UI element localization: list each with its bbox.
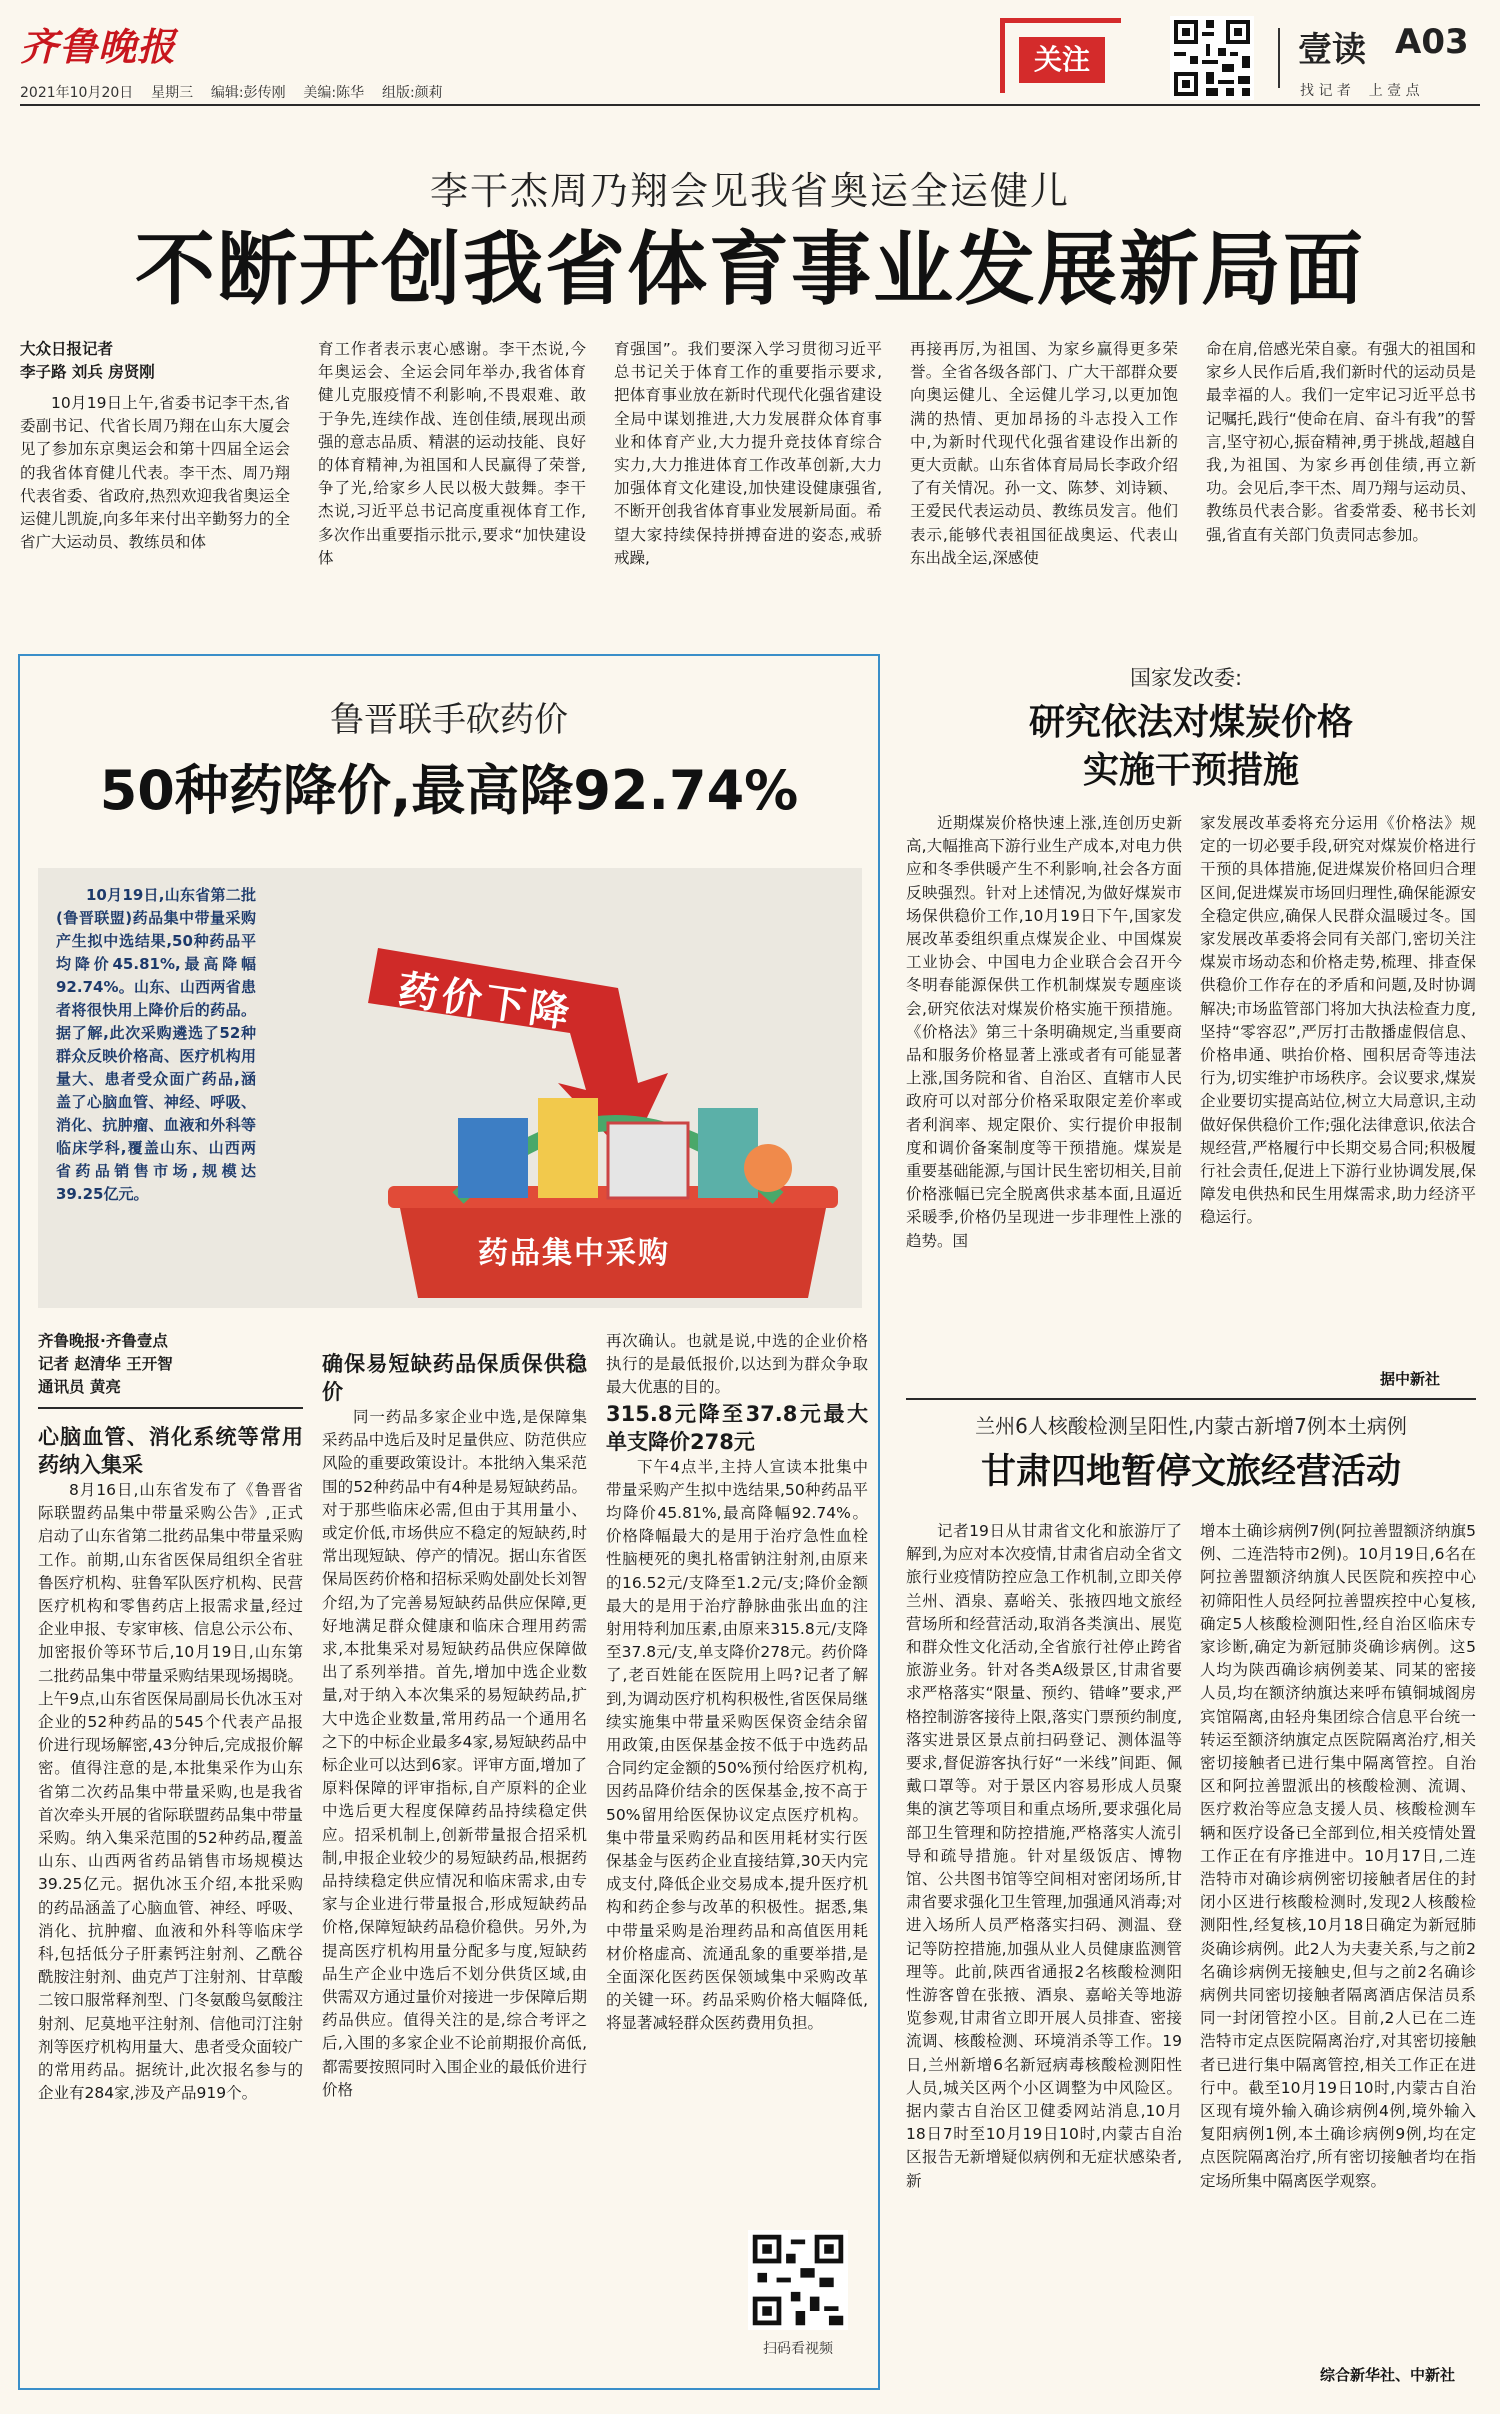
- covid-credit: 综合新华社、中新社: [1320, 2366, 1456, 2384]
- section-tag: [1000, 18, 1121, 93]
- lead-column-1: [20, 338, 290, 638]
- coal-text-1: 近期煤炭价格快速上涨,连创历史新高,大幅推高下游行业生产成本,对电力供应和冬季供暖产生不利影响,社会各方面反映强烈。针对上述情况,为做好煤炭市场保供稳价工作,10月19日下午,国家发展改革委组织重点煤炭企业、中国煤炭工业协会、中国电力企业联合会召开今冬明春能源保供工作机制煤炭专题座谈会,研究依法对煤炭价格实施干预措施。《价格法》第三十条明确规定,当重要商品和服务价格显著上涨或者有可能显著上涨,国务院和省、自治区、直辖市人民政府可以对部分价格采取限定差价率或者利润率、规定限价、实行提价申报制度和调价备案制度等干预措施。煤炭是重要基础能源,与国计民生密切相关,目前价格涨幅已完全脱离供求基本面,且逼近采暖季,价格仍呈现进一步非理性上涨的趋势。国: [906, 814, 1182, 1250]
- weekday: 星期三: [151, 85, 194, 101]
- drug-image-caption: 10月19日,山东省第二批(鲁晋联盟)药品集中带量采购产生拟中选结果,50种药品平均降价45.81%,最高降幅92.74%。山东、山西两省患者将很快用上降价后的药品。据了解,此次采购遴选了52种群众反映价格高、医疗机构用量大、患者受众面广药品,涵盖了心脑血管、神经、呼吸、消化、抗肿瘤、血液和外科等临床学科,覆盖山东、山西两省药品销售市场,规模达39.25亿元。: [56, 886, 256, 1203]
- illus-arrow-label: 药价下降: [395, 966, 576, 1037]
- illus-basket-label: 药品集中采购: [478, 1236, 670, 1271]
- drug-correspondent: 通讯员 黄亮: [38, 1378, 121, 1396]
- lead-headline: 不断开创我省体育事业发展新局面: [135, 223, 1365, 316]
- drug-text-2: 同一药品多家企业中选,是保障集采药品中选后及时足量供应、防范供应风险的重要政策设计。本批纳入集采范围的52种药品中有4种是易短缺药品。对于那些临床必需,但由于其用量小、或定价低,市场供应不稳定的短缺药,时常出现短缺、停产的情况。据山东省医保局医药价格和招标采购处副处长刘智介绍,为了完善易短缺药品供应保障,更好地满足群众健康和临床合理用药需求,本批集采对易短缺药品供应保障做出了系列举措。首先,增加中选企业数量,对于纳入本次集采的易短缺药品,扩大中选企业数量,常用药品一个通用名之下的中标企业最多4家,易短缺药品中标企业可以达到6家。评审方面,增加了原料保障的评审指标,自产原料的企业中选后更大程度保障药品持续稳定供应。招采机制上,创新带量报合招采机制,申报企业较少的易短缺药品,根据药品持续稳定供应情况和临床需求,由专家与企业进行带量报合,形成短缺药品价格,保障短缺药品稳价稳供。另外,为提高医疗机构用量分配多与度,短缺药品生产企业中选后不划分供货区域,由供需双方通过量价对接进一步保障后期药品供应。值得关注的是,综合考评之后,入围的多家企业不论前期报价高低,都需要按照同时入围企业的最低价进行价格: [322, 1408, 587, 2099]
- issue-date: 2021年10月20日: [20, 85, 134, 101]
- masthead-info: [20, 82, 443, 102]
- reporter-note: 找 记 者 上 壹 点: [1300, 83, 1420, 99]
- paper-logo: 齐鲁晚报: [20, 24, 177, 69]
- covid-text-1: 记者19日从甘肃省文化和旅游厅了解到,为应对本次疫情,甘肃省启动全省文旅行业疫情防控应急工作机制,立即关停兰州、酒泉、嘉峪关、张掖四地文旅经营场所和经营活动,取消各类演出、展览和群众性文化活动,全省旅行社停止跨省旅游业务。针对各类A级景区,甘肃省要求严格落实“限量、预约、错峰”要求,严格控制游客接待上限,落实门票预约制度,落实进景区景点前扫码登记、测体温等要求,督促游客执行好“一米线”间距、佩戴口罩等。对于景区内容易形成人员聚集的演艺等项目和重点场所,要求强化局部卫生管理和防控措施,严格落实人流引导和疏导措施。针对星级饭店、博物馆、公共图书馆等空间相对密闭场所,甘肃省要求强化卫生管理,加强通风消毒;对进入场所人员严格落实扫码、测温、登记等防控措施,加强从业人员健康监测管理等。此前,陕西省通报2名核酸检测阳性游客曾在张掖、酒泉、嘉峪关等地游览参观,甘肃省立即开展人员排查、密接流调、核酸检测、环境消杀等工作。19日,兰州新增6名新冠病毒核酸检测阳性人员,城关区两个小区调整为中风险区。据内蒙古自治区卫健委网站消息,10月18日7时至10月19日10时,内蒙古自治区报告无新增疑似病例和无症状感染者,新: [906, 1522, 1182, 2190]
- lead-text-4: 再接再厉,为祖国、为家乡赢得更多荣誉。全省各级各部门、广大干部群众要向奥运健儿、全运健儿学习,以更加饱满的热情、更加昂扬的斗志投入工作中,为新时代现代化强省建设作出新的更大贡献。山东省体育局局长李政介绍了有关情况。孙一文、陈梦、刘诗颖、王爱民代表运动员、教练员发言。他们表示,能够代表祖国征战奥运、代表山东出战全运,深感使: [910, 340, 1178, 567]
- lead-column-4: [910, 338, 1178, 638]
- masthead-rule: [20, 104, 1480, 106]
- drug-source: 齐鲁晚报·齐鲁壹点: [38, 1332, 168, 1350]
- lead-byline-names: 李子路 刘兵 房贤刚: [20, 363, 155, 381]
- coal-credit: 据中新社: [1380, 1370, 1441, 1388]
- drug-illustration: [38, 868, 862, 1308]
- drug-subhead-1: 心脑血管、消化系统等常用药纳入集采: [38, 1425, 303, 1477]
- covid-text-2: 增本土确诊病例7例(阿拉善盟额济纳旗5例、二连浩特市2例)。10月19日,6名在阿拉善盟额济纳旗人民医院和疾控中心初筛阳性人员经阿拉善盟疾控中心复核,确定5人核酸检测阳性,经自治区临床专家诊断,确定为新冠肺炎确诊病例。这5人均为陕西确诊病例姜某、同某的密接人员,均在额济纳旗达来呼布镇铜城阁房宾馆隔离,由轻舟集团综合信息平台统一转运至额济纳旗定点医院隔离治疗,相关密切接触者已进行集中隔离管控。自治区和阿拉善盟派出的核酸检测、流调、医疗救治等应急支援人员、核酸检测车辆和医疗设备已全部到位,相关疫情处置工作正在有序推进中。10月17日,二连浩特市对确诊病例密切接触者居住的封闭小区进行核酸检测时,发现2人核酸检测阳性,经复核,10月18日确定为新冠肺炎确诊病例。此2人为夫妻关系,与之前2名确诊病例无接触史,但与之前2名确诊病例共同密切接触者隔离酒店保洁员系同一封闭管控小区。目前,2人已在二连浩特市定点医院隔离治疗,对其密切接触者已进行集中隔离管控,相关工作正在进行中。截至10月19日10时,内蒙古自治区现有境外输入确诊病例4例,境外输入复阳病例1例,本土确诊病例9例,均在定点医院隔离治疗,所有密切接触者均在指定场所集中隔离医学观察。: [1200, 1522, 1476, 2190]
- drug-text-1: 8月16日,山东省发布了《鲁晋省际联盟药品集中带量采购公告》,正式启动了山东省第二批药品集中带量采购工作。前期,山东省医保局组织全省驻鲁医疗机构、驻鲁军队医疗机构、民营医疗机构和零售药店上报需求量,经过企业申报、专家审核、信息公示公布、加密报价等环节后,10月19日,山东第二批药品集中带量采购结果现场揭晓。上午9点,山东省医保局副局长仇冰玉对企业的52种药品的545个代表产品报价进行现场解密,43分钟后,完成报价解密。值得注意的是,本批集采作为山东省第二次药品集中带量采购,也是我省首次牵头开展的省际联盟药品集中带量采购。纳入集采范围的52种药品,覆盖山东、山西两省药品销售市场规模达39.25亿元。据仇冰玉介绍,本批采购的药品涵盖了心脑血管、神经、呼吸、消化、抗肿瘤、血液和外科等临床学科,包括低分子肝素钙注射剂、乙酰谷酰胺注射剂、曲克芦丁注射剂、甘草酸二铵口服常释剂型、门冬氨酸鸟氨酸注射剂、尼莫地平注射剂、信他司汀注射剂等医疗机构用量大、患者受众面较广的常用药品。据统计,此次报名参与的企业有284家,涉及产品919个。: [38, 1481, 303, 2103]
- drug-kicker: 鲁晋联手砍药价: [330, 700, 568, 740]
- masthead-divider: [1278, 28, 1280, 88]
- lead-column-2: [318, 338, 586, 638]
- drug-subhead-3: 315.8元降至37.8元最大单支降价278元: [606, 1401, 868, 1454]
- lead-text-1: 10月19日上午,省委书记李干杰,省委副书记、代省长周乃翔在山东大厦会见了参加东京奥运会和第十四届全运会的我省体育健儿代表。李干杰、周乃翔代表省委、省政府,热烈欢迎我省奥运全运健儿凯旋,向多年来付出辛勤努力的全省广大运动员、教练员和体: [20, 394, 290, 552]
- covid-column-2: [1200, 1520, 1476, 2358]
- drug-text-3a: 再次确认。也就是说,中选的企业价格执行的是最低报价,以达到为群众争取最大优惠的目的。: [606, 1332, 868, 1397]
- drug-headline: 50种药降价,最高降92.74%: [99, 759, 799, 822]
- drug-column-3: [606, 1330, 868, 2380]
- lead-column-5: [1206, 338, 1476, 638]
- coal-text-2: 家发展改革委将充分运用《价格法》规定的一切必要手段,研究对煤炭价格进行干预的具体措施,促进煤炭价格回归合理区间,促进煤炭市场回归理性,确保能源安全稳定供应,确保人民群众温暖过冬。国家发展改革委将会同有关部门,密切关注煤炭市场动态和价格走势,梳理、排查保供稳价工作存在的矛盾和问题,及时协调解决;市场监管部门将加大执法检查力度,坚持“零容忍”,严厉打击散播虚假信息、价格串通、哄抬价格、囤积居奇等违法行为,切实维护市场秩序。会议要求,煤炭企业要切实提高站位,树立大局意识,主动做好保供稳价工作;强化法律意识,依法合规经营,严格履行中长期交易合同;积极履行社会责任,促进上下游行业协调发展,保障发电供热和民生用煤需求,助力经济平稳运行。: [1200, 814, 1476, 1227]
- drug-subhead-2: 确保易短缺药品保质保供稳价: [322, 1352, 587, 1404]
- coal-headline-line2: 实施干预措施: [1082, 749, 1299, 791]
- coal-column-1: [906, 812, 1182, 1392]
- editor: 编辑:彭传刚: [210, 85, 286, 101]
- covid-headline: 甘肃四地暂停文旅经营活动: [980, 1451, 1401, 1492]
- coal-headline-line1: 研究依法对煤炭价格: [1028, 701, 1353, 743]
- drug-byline-rule: [38, 1407, 303, 1409]
- coal-column-2: [1200, 812, 1476, 1367]
- drug-column-1: [38, 1330, 303, 2380]
- art-editor: 美编:陈华: [303, 85, 365, 101]
- section-tag-label: 关注: [1019, 37, 1105, 83]
- layout-editor: 组版:颜莉: [381, 85, 443, 101]
- drug-reporters: 记者 赵清华 王开智: [38, 1355, 173, 1373]
- coal-kicker: 国家发改委:: [1130, 666, 1243, 690]
- lead-column-3: [614, 338, 882, 638]
- qr-code-icon: [1170, 16, 1254, 100]
- section-name: 壹读: [1298, 30, 1366, 70]
- video-qr-code-icon: [748, 2230, 848, 2330]
- drug-text-3b: 下午4点半,主持人宣读本批集中带量采购产生拟中选结果,50种药品平均降价45.81%,最高降幅92.74%。价格降幅最大的是用于治疗急性血栓性脑梗死的奥扎格雷钠注射剂,由原来的16.52元/支降至1.2元/支;降价金额最大的是用于治疗静脉曲张出血的注射用特利加压素,由原来315.8元/支降至37.8元/支,单支降价278元。药价降了,老百姓能在医院用上吗?记者了解到,为调动医疗机构积极性,省医保局继续实施集中带量采购医保资金结余留用政策,由医保基金按不低于中选药品合同约定金额的50%预付给医疗机构,因药品降价结余的医保基金,按不高于50%留用给医保协议定点医疗机构。集中带量采购药品和医用耗材实行医保基金与医药企业直接结算,30天内完成支付,降低企业交易成本,提升医疗机构和药企参与改革的积极性。据悉,集中带量采购是治理药品和高值医用耗材价格虚高、流通乱象的重要举措,是全面深化医药医保领域集中采购改革的关键一环。药品采购价格大幅降低,将显著减轻群众医药费用负担。: [606, 1457, 868, 2033]
- drug-column-2: [322, 1350, 587, 2380]
- page-number: A03: [1395, 22, 1469, 62]
- lead-text-3: 育强国”。我们要深入学习贯彻习近平总书记关于体育工作的重要指示要求,把体育事业放在新时代现代化强省建设全局中谋划推进,大力发展群众体育事业和体育产业,大力提升竞技体育综合实力,大力推进体育工作改革创新,大力加强体育文化建设,加快建设健康强省,不断开创我省体育事业发展新局面。希望大家持续保持拼搏奋进的姿态,戒骄戒躁,: [614, 340, 882, 567]
- lead-byline-org: 大众日报记者: [20, 340, 114, 358]
- covid-column-1: [906, 1520, 1182, 2380]
- lead-text-2: 育工作者表示衷心感谢。李干杰说,今年奥运会、全运会同年举办,我省体育健儿克服疫情不利影响,不畏艰难、敢于争先,连续作战、连创佳绩,展现出顽强的意志品质、精湛的运动技能、良好的体育精神,为祖国和人民赢得了荣誉,争了光,给家乡人民以极大鼓舞。李干杰说,习近平总书记高度重视体育工作,多次作出重要指示批示,要求“加快建设体: [318, 340, 586, 567]
- coal-bottom-rule: [906, 1398, 1476, 1400]
- covid-kicker: 兰州6人核酸检测呈阳性,内蒙古新增7例本土病例: [975, 1414, 1407, 1438]
- lead-kicker: 李干杰周乃翔会见我省奥运全运健儿: [429, 169, 1070, 213]
- video-qr-label: 扫码看视频: [763, 2341, 833, 2357]
- lead-text-5: 命在肩,倍感光荣自豪。有强大的祖国和家乡人民作后盾,我们新时代的运动员是最幸福的人。我们一定牢记习近平总书记嘱托,践行“使命在肩、奋斗有我”的誓言,坚守初心,振奋精神,勇于挑战,超越自我,为祖国、为家乡再创佳绩,再立新功。会见后,李干杰、周乃翔与运动员、教练员代表合影。省委常委、秘书长刘强,省直有关部门负责同志参加。: [1206, 340, 1476, 544]
